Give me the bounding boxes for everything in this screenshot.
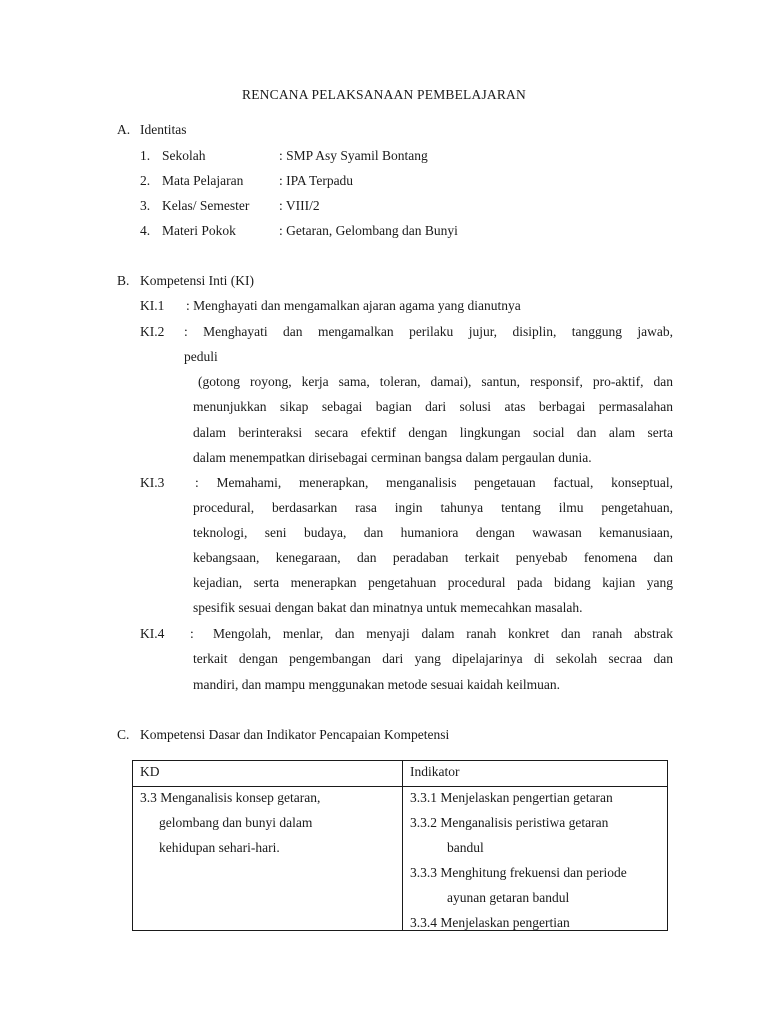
kd-indicator-table xyxy=(132,760,668,931)
ki2-line: dalam berinteraksi secara efektif dengan lingkungan social dan alam serta xyxy=(193,425,673,440)
identity-label: Mata Pelajaran xyxy=(162,173,244,188)
ki2-code: KI.2 xyxy=(140,324,165,339)
ki1-text: : Menghayati dan mengamalkan ajaran agama yang dianutnya xyxy=(186,298,521,313)
ki2-line: (gotong royong, kerja sama, toleran, damai), santun, responsif, pro-aktif, dan xyxy=(198,374,673,389)
identity-value: : VIII/2 xyxy=(279,198,320,213)
document-title: RENCANA PELAKSANAAN PEMBELAJARAN xyxy=(242,87,526,102)
section-a-letter: A. xyxy=(117,122,131,137)
ki3-code: KI.3 xyxy=(140,475,165,490)
kd-line: 3.3 Menganalisis konsep getaran, xyxy=(140,790,321,805)
ki3-line: teknologi, seni budaya, dan humaniora dengan wawasan kemanusiaan, xyxy=(193,525,673,540)
identity-num: 3. xyxy=(140,198,151,213)
indicator-line: ayunan getaran bandul xyxy=(447,890,570,905)
ki3-line: procedural, berdasarkan rasa ingin tahunya tentang ilmu pengetahuan, xyxy=(193,500,673,515)
indicator-line: 3.3.4 Menjelaskan pengertian xyxy=(410,915,570,930)
header-indikator-label: Indikator xyxy=(410,764,460,779)
section-c-letter: C. xyxy=(117,727,130,742)
table-row xyxy=(133,787,668,931)
ki2-line: dalam menempatkan dirisebagai cerminan bangsa dalam pergaulan dunia. xyxy=(193,450,592,465)
table-header-row xyxy=(133,761,668,787)
identity-label: Materi Pokok xyxy=(162,223,236,238)
ki3-line: spesifik sesuai dengan bakat dan minatnya untuk memecahkan masalah. xyxy=(193,600,583,615)
identity-value: : IPA Terpadu xyxy=(279,173,354,188)
ki2-line: menunjukkan sikap sebagai bagian dari solusi atas berbagai permasalahan xyxy=(193,399,673,414)
indicator-cell xyxy=(403,787,668,931)
ki3-line: kejadian, serta menerapkan pengetahuan procedural pada bidang kajian yang xyxy=(193,575,673,590)
ki4-line: terkait dengan pengembangan dari yang dipelajarinya di sekolah secraa dan xyxy=(193,651,673,666)
section-c-heading: Kompetensi Dasar dan Indikator Pencapaian Kompetensi xyxy=(140,727,450,742)
identity-label: Kelas/ Semester xyxy=(162,198,250,213)
section-a-heading: Identitas xyxy=(140,122,187,137)
indicator-line: 3.3.2 Menganalisis peristiwa getaran xyxy=(410,815,609,830)
ki3-line: kebangsaan, kenegaraan, dan peradaban terkait penyebab fenomena dan xyxy=(193,550,673,565)
ki4-line: Mengolah, menlar, dan menyaji dalam ranah konkret dan ranah abstrak xyxy=(213,626,673,641)
identity-num: 1. xyxy=(140,148,151,163)
identity-value: : Getaran, Gelombang dan Bunyi xyxy=(279,223,458,238)
ki2-line: peduli xyxy=(184,349,218,364)
section-b-heading: Kompetensi Inti (KI) xyxy=(140,273,254,288)
ki2-line: : Menghayati dan mengamalkan perilaku jujur, disiplin, tanggung jawab, xyxy=(184,324,673,339)
identity-num: 2. xyxy=(140,173,151,188)
identity-value: : SMP Asy Syamil Bontang xyxy=(279,148,428,163)
indicator-line: 3.3.3 Menghitung frekuensi dan periode xyxy=(410,865,627,880)
ki1-code: KI.1 xyxy=(140,298,165,313)
identity-label: Sekolah xyxy=(162,148,206,163)
ki3-line: : Memahami, menerapkan, menganalisis pengetauan factual, konseptual, xyxy=(195,475,673,490)
header-indikator xyxy=(403,761,668,787)
indicator-line: 3.3.1 Menjelaskan pengertian getaran xyxy=(410,790,613,805)
ki4-code: KI.4 xyxy=(140,626,165,641)
ki4-colon: : xyxy=(190,626,194,641)
identity-num: 4. xyxy=(140,223,151,238)
kd-cell xyxy=(133,787,403,931)
indicator-line: bandul xyxy=(447,840,484,855)
section-b-letter: B. xyxy=(117,273,130,288)
header-kd-label: KD xyxy=(140,764,160,779)
kd-line: gelombang dan bunyi dalam xyxy=(159,815,313,830)
ki4-line: mandiri, dan mampu menggunakan metode sesuai kaidah keilmuan. xyxy=(193,677,561,692)
kd-line: kehidupan sehari-hari. xyxy=(159,840,280,855)
header-kd xyxy=(133,761,403,787)
